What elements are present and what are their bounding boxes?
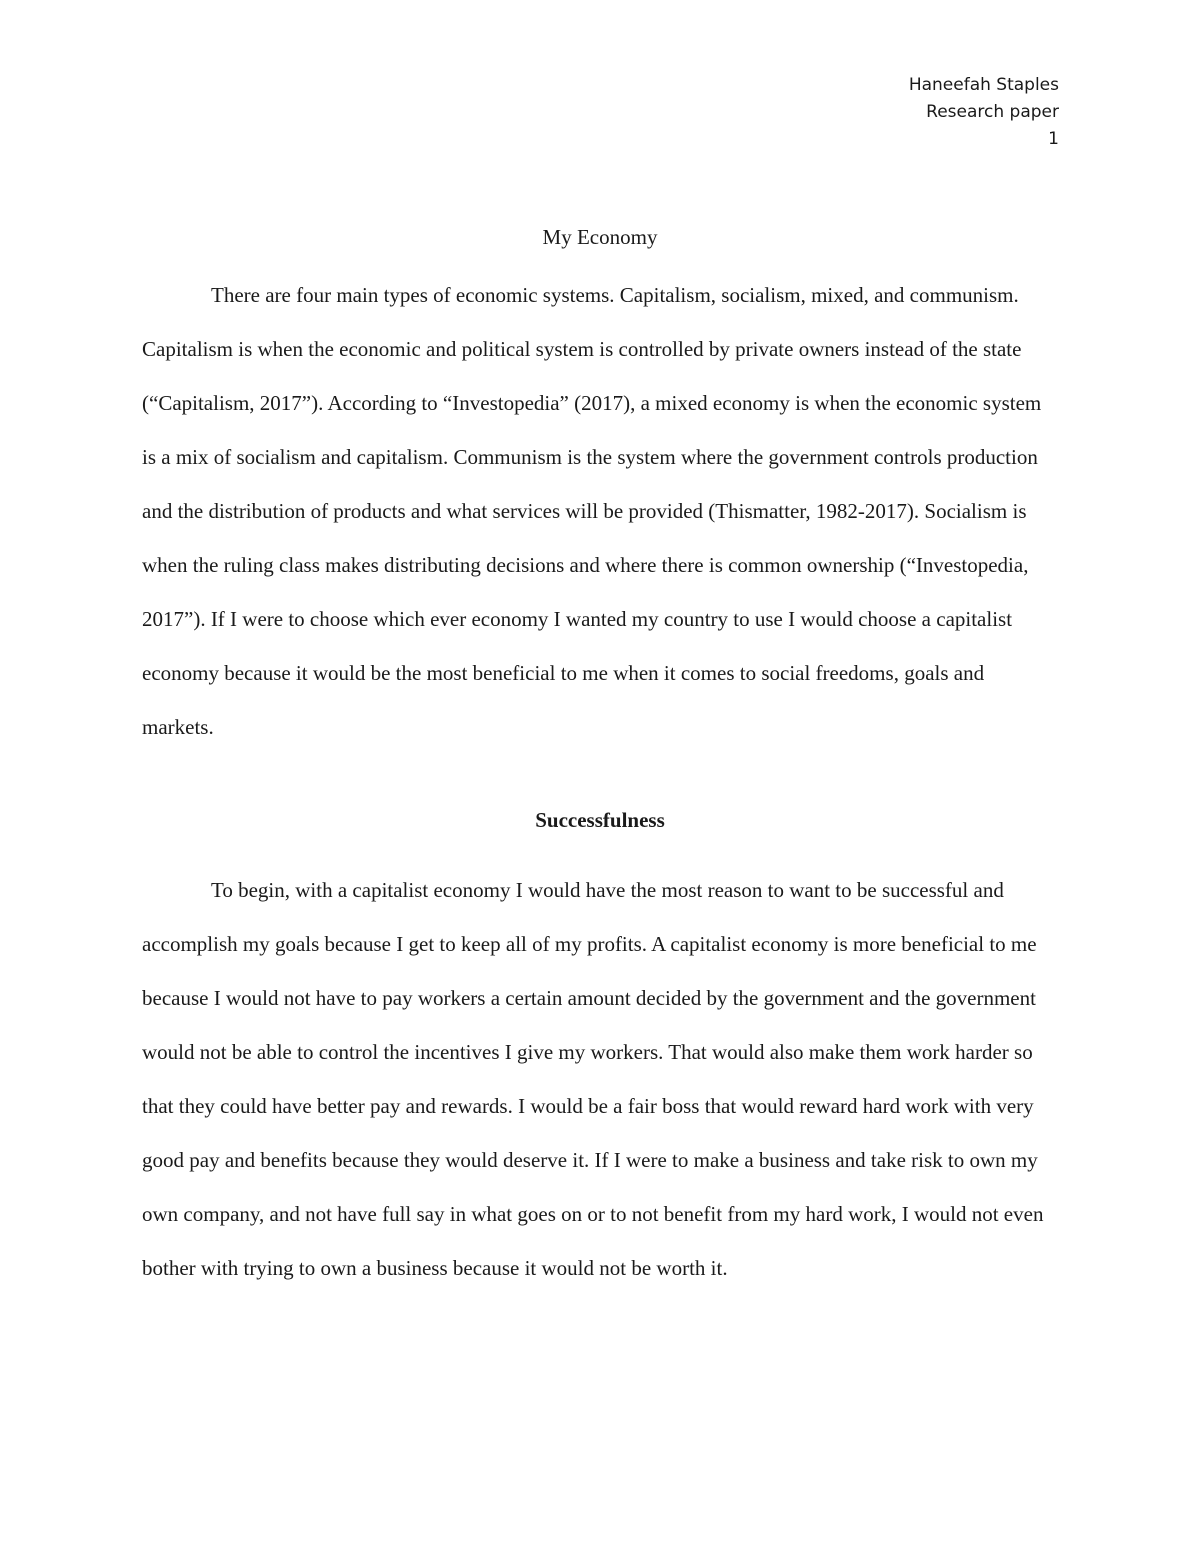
section-paragraph: To begin, with a capitalist economy I would have the most reason to want to be successful and accomplish my goals because I get to keep all of my profits. A capitalist economy is more beneficial to me because I would not have to pay workers a certain amount decided by the government and the government would not be able to control the incentives I give my workers. That would also make them work harder so that they could have better pay and rewards. I would be a fair boss that would reward hard work with very good pay and benefits because they would deserve it. If I were to make a business and take risk to own my own company, and not have full say in what goes on or to not benefit from my hard work, I would not even bother with trying to own a business because it would not be worth it. <box>142 878 1044 1280</box>
author-name: Haneefah Staples <box>908 75 1059 95</box>
running-title: Research paper <box>926 102 1059 122</box>
section-heading: Successfulness <box>535 808 665 832</box>
document-body <box>142 221 1058 1295</box>
intro-paragraph: There are four main types of economic systems. Capitalism, socialism, mixed, and communism. Capitalism is when the economic and political system is controlled by private owners instead of the state (“Capitalism, 2017”). According to “Investopedia” (2017), a mixed economy is when the economic system is a mix of socialism and capitalism. Communism is the system where the government controls production and the distribution of products and what services will be provided (Thismatter, 1982-2017). Socialism is when the ruling class makes distributing decisions and where there is common ownership (“Investopedia, 2017”). If I were to choose which ever economy I wanted my country to use I would choose a capitalist economy because it would be the most beneficial to me when it comes to social freedoms, goals and markets. <box>142 283 1042 739</box>
page-number: 1 <box>1048 129 1059 149</box>
document-title: My Economy <box>542 225 658 249</box>
page-header <box>909 72 1059 153</box>
